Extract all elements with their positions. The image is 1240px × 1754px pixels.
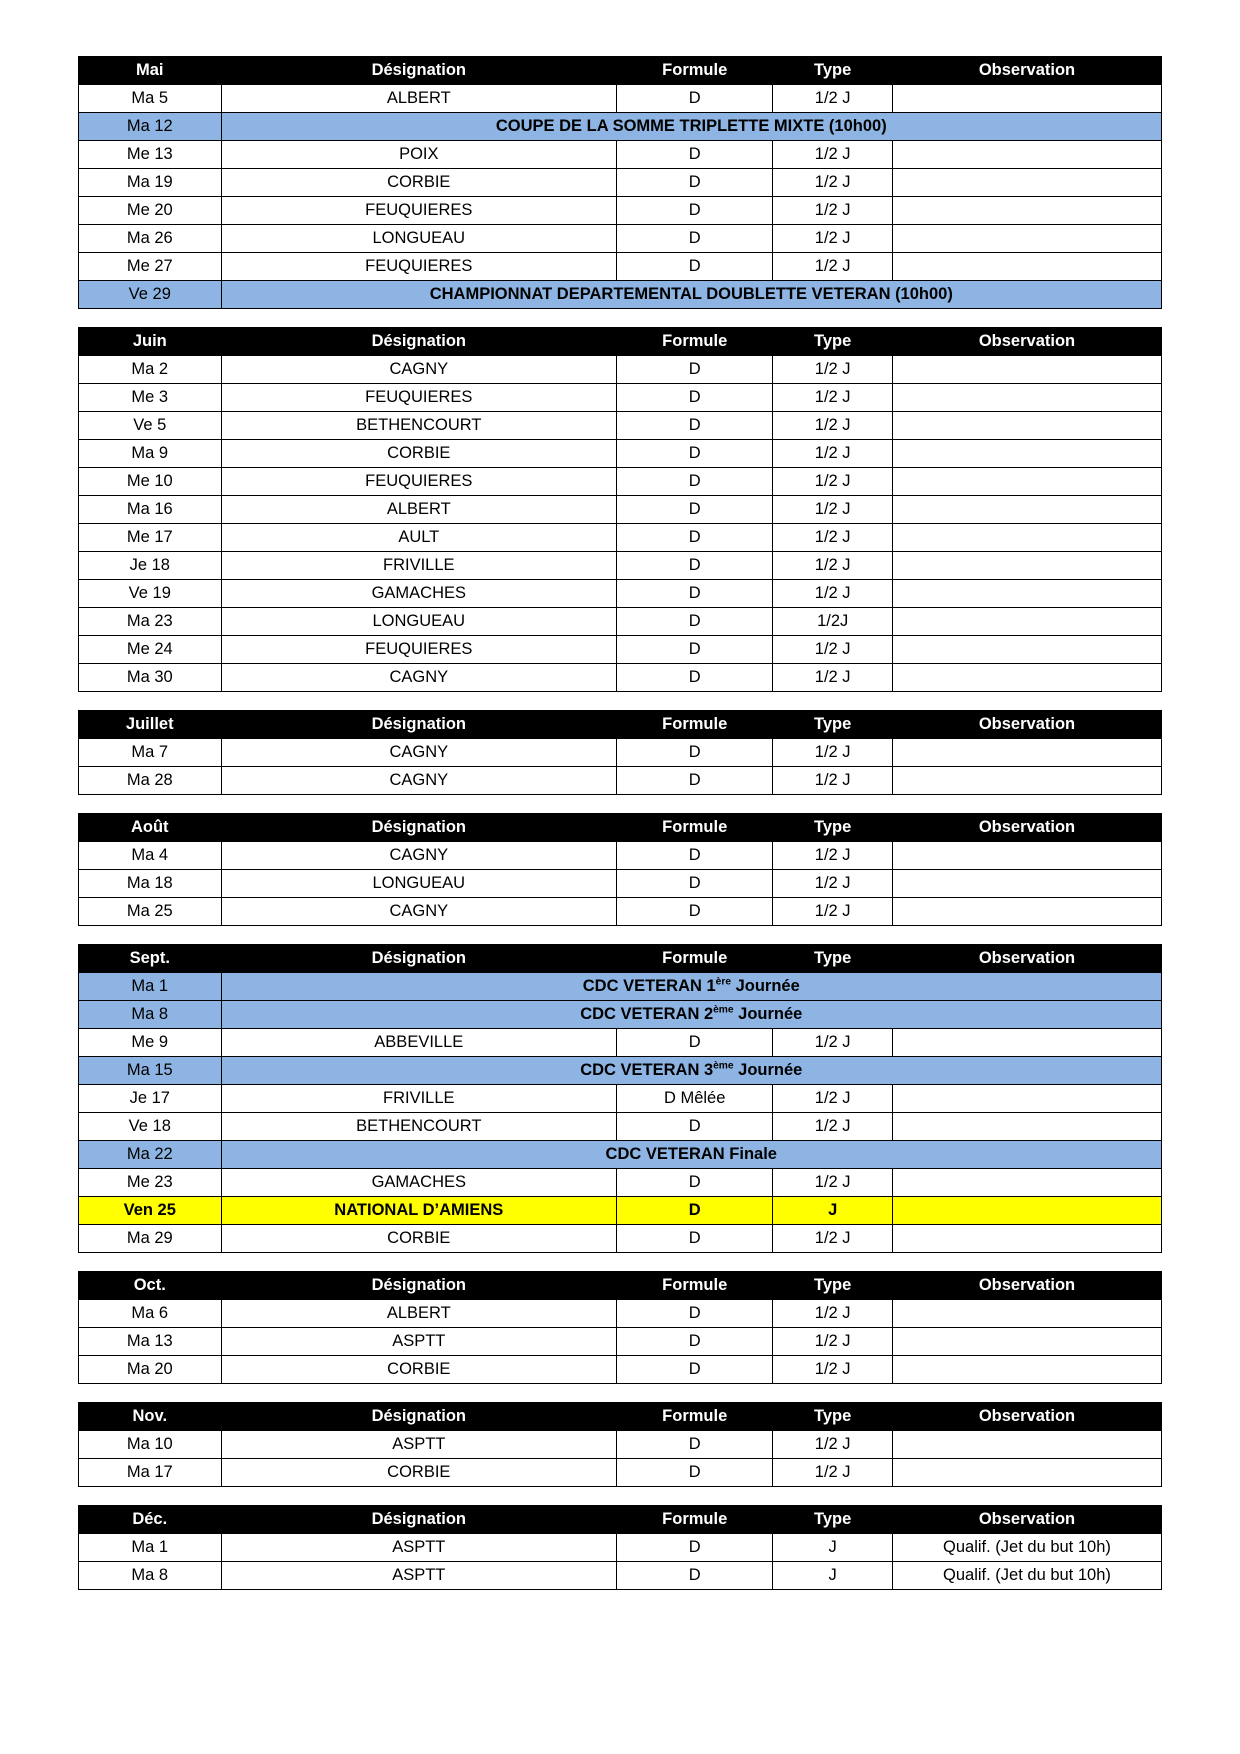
column-header-observation: Observation — [892, 1403, 1161, 1431]
table-row — [79, 1534, 1162, 1562]
cell-date: Ma 16 — [79, 496, 222, 524]
column-header-formule: Formule — [617, 711, 773, 739]
cell-formule: D — [617, 1328, 773, 1356]
cell-type: 1/2 J — [773, 1328, 893, 1356]
cell-observation — [892, 767, 1161, 795]
cell-type: 1/2 J — [773, 1459, 893, 1487]
cell-type: 1/2 J — [773, 440, 893, 468]
table-row — [79, 1029, 1162, 1057]
cell-observation — [892, 1328, 1161, 1356]
cell-type: 1/2 J — [773, 524, 893, 552]
cell-formule: D — [617, 580, 773, 608]
cell-formule: D — [617, 1431, 773, 1459]
month-header: Juillet — [79, 711, 222, 739]
cell-type: 1/2 J — [773, 1431, 893, 1459]
cell-designation: FEUQUIERES — [221, 636, 616, 664]
table-row — [79, 739, 1162, 767]
cell-observation — [892, 169, 1161, 197]
table-row — [79, 1169, 1162, 1197]
cell-designation: CORBIE — [221, 440, 616, 468]
cell-observation — [892, 664, 1161, 692]
cell-date: Ven 25 — [79, 1197, 222, 1225]
cell-date: Ma 17 — [79, 1459, 222, 1487]
cell-formule: D — [617, 1356, 773, 1384]
cell-date: Me 3 — [79, 384, 222, 412]
cell-formule: D — [617, 169, 773, 197]
column-header-formule: Formule — [617, 1403, 773, 1431]
cell-date: Ve 19 — [79, 580, 222, 608]
table-row — [79, 1225, 1162, 1253]
column-header-designation: Désignation — [221, 1506, 616, 1534]
column-header-type: Type — [773, 945, 893, 973]
column-header-observation: Observation — [892, 1506, 1161, 1534]
table-row — [79, 197, 1162, 225]
cell-date: Ma 1 — [79, 973, 222, 1001]
cell-date: Ma 13 — [79, 1328, 222, 1356]
cell-observation — [892, 636, 1161, 664]
cell-formule: D — [617, 384, 773, 412]
cell-date: Ma 10 — [79, 1431, 222, 1459]
month-block — [78, 944, 1162, 1253]
cell-date: Me 27 — [79, 253, 222, 281]
cell-formule: D — [617, 767, 773, 795]
column-header-formule: Formule — [617, 1272, 773, 1300]
cell-type: J — [773, 1197, 893, 1225]
cell-type: 1/2 J — [773, 1225, 893, 1253]
cell-event-title: CHAMPIONNAT DEPARTEMENTAL DOUBLETTE VETERAN (10h00) — [221, 281, 1161, 309]
cell-designation: LONGUEAU — [221, 870, 616, 898]
month-header: Déc. — [79, 1506, 222, 1534]
cell-date: Je 18 — [79, 552, 222, 580]
column-header-designation: Désignation — [221, 711, 616, 739]
table-row — [79, 113, 1162, 141]
cell-type: 1/2 J — [773, 580, 893, 608]
cell-designation: ABBEVILLE — [221, 1029, 616, 1057]
cell-date: Ma 28 — [79, 767, 222, 795]
cell-designation: LONGUEAU — [221, 225, 616, 253]
months-container — [78, 56, 1162, 1590]
cell-designation: CAGNY — [221, 767, 616, 795]
table-row — [79, 1141, 1162, 1169]
cell-observation — [892, 580, 1161, 608]
cell-type: 1/2 J — [773, 197, 893, 225]
cell-formule: D — [617, 440, 773, 468]
cell-observation — [892, 356, 1161, 384]
cell-type: 1/2 J — [773, 225, 893, 253]
cell-date: Me 24 — [79, 636, 222, 664]
table-row — [79, 1300, 1162, 1328]
cell-observation — [892, 1113, 1161, 1141]
column-header-observation: Observation — [892, 328, 1161, 356]
cell-date: Ma 12 — [79, 113, 222, 141]
table-row — [79, 842, 1162, 870]
month-block — [78, 1505, 1162, 1590]
table-row — [79, 524, 1162, 552]
cell-date: Me 17 — [79, 524, 222, 552]
schedule-table-juillet — [78, 710, 1162, 795]
column-header-designation: Désignation — [221, 945, 616, 973]
cell-designation: FRIVILLE — [221, 1085, 616, 1113]
cell-observation — [892, 225, 1161, 253]
column-header-type: Type — [773, 1272, 893, 1300]
cell-event-title: COUPE DE LA SOMME TRIPLETTE MIXTE (10h00) — [221, 113, 1161, 141]
table-row — [79, 580, 1162, 608]
column-header-observation: Observation — [892, 1272, 1161, 1300]
column-header-type: Type — [773, 328, 893, 356]
table-row — [79, 870, 1162, 898]
column-header-designation: Désignation — [221, 1272, 616, 1300]
cell-date: Je 17 — [79, 1085, 222, 1113]
month-block — [78, 1402, 1162, 1487]
table-row — [79, 552, 1162, 580]
table-row — [79, 440, 1162, 468]
schedule-table-mai — [78, 56, 1162, 309]
cell-observation — [892, 1459, 1161, 1487]
cell-date: Ve 5 — [79, 412, 222, 440]
table-row — [79, 496, 1162, 524]
table-row — [79, 356, 1162, 384]
month-block — [78, 813, 1162, 926]
column-header-designation: Désignation — [221, 1403, 616, 1431]
cell-type: 1/2 J — [773, 1113, 893, 1141]
cell-formule: D — [617, 842, 773, 870]
cell-date: Ma 20 — [79, 1356, 222, 1384]
cell-date: Me 9 — [79, 1029, 222, 1057]
cell-date: Ma 1 — [79, 1534, 222, 1562]
cell-designation: BETHENCOURT — [221, 412, 616, 440]
column-header-designation: Désignation — [221, 328, 616, 356]
cell-formule: D — [617, 141, 773, 169]
cell-formule: D Mêlée — [617, 1085, 773, 1113]
cell-observation — [892, 1085, 1161, 1113]
table-row — [79, 412, 1162, 440]
cell-type: J — [773, 1534, 893, 1562]
cell-observation — [892, 468, 1161, 496]
cell-date: Ma 6 — [79, 1300, 222, 1328]
cell-type: 1/2 J — [773, 1300, 893, 1328]
cell-type: 1/2 J — [773, 384, 893, 412]
cell-designation: CAGNY — [221, 842, 616, 870]
cell-designation: ALBERT — [221, 1300, 616, 1328]
cell-designation: CAGNY — [221, 739, 616, 767]
cell-designation: ASPTT — [221, 1562, 616, 1590]
cell-observation — [892, 141, 1161, 169]
cell-observation — [892, 1197, 1161, 1225]
cell-observation — [892, 412, 1161, 440]
cell-date: Ma 26 — [79, 225, 222, 253]
month-block — [78, 710, 1162, 795]
cell-type: J — [773, 1562, 893, 1590]
schedule-table-sept — [78, 944, 1162, 1253]
cell-formule: D — [617, 412, 773, 440]
cell-type: 1/2 J — [773, 468, 893, 496]
month-header: Nov. — [79, 1403, 222, 1431]
cell-observation — [892, 524, 1161, 552]
table-row — [79, 253, 1162, 281]
cell-formule: D — [617, 636, 773, 664]
table-header-row — [79, 1272, 1162, 1300]
cell-date: Me 13 — [79, 141, 222, 169]
cell-designation: GAMACHES — [221, 580, 616, 608]
table-header-row — [79, 57, 1162, 85]
column-header-formule: Formule — [617, 945, 773, 973]
cell-designation: FEUQUIERES — [221, 253, 616, 281]
table-row — [79, 1197, 1162, 1225]
column-header-observation: Observation — [892, 711, 1161, 739]
cell-observation — [892, 1431, 1161, 1459]
cell-observation — [892, 440, 1161, 468]
cell-formule: D — [617, 356, 773, 384]
cell-formule: D — [617, 253, 773, 281]
table-row — [79, 468, 1162, 496]
cell-formule: D — [617, 85, 773, 113]
cell-type: 1/2 J — [773, 1356, 893, 1384]
cell-observation: Qualif. (Jet du but 10h) — [892, 1562, 1161, 1590]
cell-type: 1/2 J — [773, 412, 893, 440]
column-header-type: Type — [773, 814, 893, 842]
cell-type: 1/2 J — [773, 1085, 893, 1113]
cell-designation: CAGNY — [221, 356, 616, 384]
month-block — [78, 56, 1162, 309]
cell-date: Ma 2 — [79, 356, 222, 384]
schedule-table-juin — [78, 327, 1162, 692]
cell-type: 1/2 J — [773, 169, 893, 197]
cell-designation: NATIONAL D’AMIENS — [221, 1197, 616, 1225]
cell-observation: Qualif. (Jet du but 10h) — [892, 1534, 1161, 1562]
cell-designation: AULT — [221, 524, 616, 552]
cell-formule: D — [617, 496, 773, 524]
table-row — [79, 1459, 1162, 1487]
table-row — [79, 1001, 1162, 1029]
column-header-type: Type — [773, 1403, 893, 1431]
cell-type: 1/2 J — [773, 141, 893, 169]
table-row — [79, 1562, 1162, 1590]
cell-date: Ma 5 — [79, 85, 222, 113]
cell-designation: FEUQUIERES — [221, 197, 616, 225]
cell-designation: FEUQUIERES — [221, 384, 616, 412]
table-header-row — [79, 945, 1162, 973]
cell-formule: D — [617, 664, 773, 692]
cell-date: Ma 9 — [79, 440, 222, 468]
cell-date: Ma 4 — [79, 842, 222, 870]
cell-date: Ma 7 — [79, 739, 222, 767]
cell-formule: D — [617, 1562, 773, 1590]
cell-event-title: CDC VETERAN 1ère Journée — [221, 973, 1161, 1001]
column-header-observation: Observation — [892, 945, 1161, 973]
cell-observation — [892, 1356, 1161, 1384]
cell-date: Ve 29 — [79, 281, 222, 309]
column-header-formule: Formule — [617, 57, 773, 85]
cell-observation — [892, 197, 1161, 225]
cell-designation: GAMACHES — [221, 1169, 616, 1197]
month-block — [78, 327, 1162, 692]
column-header-type: Type — [773, 57, 893, 85]
cell-formule: D — [617, 1459, 773, 1487]
table-header-row — [79, 814, 1162, 842]
table-row — [79, 1057, 1162, 1085]
table-row — [79, 281, 1162, 309]
cell-designation: BETHENCOURT — [221, 1113, 616, 1141]
table-header-row — [79, 711, 1162, 739]
cell-formule: D — [617, 1225, 773, 1253]
cell-formule: D — [617, 1113, 773, 1141]
table-row — [79, 225, 1162, 253]
column-header-observation: Observation — [892, 814, 1161, 842]
cell-type: 1/2 J — [773, 664, 893, 692]
schedule-table-ao-t — [78, 813, 1162, 926]
column-header-formule: Formule — [617, 814, 773, 842]
cell-observation — [892, 898, 1161, 926]
cell-designation: FRIVILLE — [221, 552, 616, 580]
cell-formule: D — [617, 552, 773, 580]
cell-type: 1/2 J — [773, 1029, 893, 1057]
cell-formule: D — [617, 1534, 773, 1562]
cell-date: Me 10 — [79, 468, 222, 496]
column-header-formule: Formule — [617, 328, 773, 356]
table-row — [79, 898, 1162, 926]
cell-observation — [892, 870, 1161, 898]
table-row — [79, 1356, 1162, 1384]
cell-formule: D — [617, 739, 773, 767]
cell-formule: D — [617, 468, 773, 496]
cell-designation: ALBERT — [221, 496, 616, 524]
cell-designation: CORBIE — [221, 1225, 616, 1253]
cell-designation: FEUQUIERES — [221, 468, 616, 496]
table-row — [79, 608, 1162, 636]
month-header: Oct. — [79, 1272, 222, 1300]
cell-event-title: CDC VETERAN 3ème Journée — [221, 1057, 1161, 1085]
table-row — [79, 973, 1162, 1001]
cell-type: 1/2 J — [773, 253, 893, 281]
cell-date: Ve 18 — [79, 1113, 222, 1141]
month-header: Mai — [79, 57, 222, 85]
cell-observation — [892, 739, 1161, 767]
table-row — [79, 1085, 1162, 1113]
column-header-formule: Formule — [617, 1506, 773, 1534]
column-header-observation: Observation — [892, 57, 1161, 85]
cell-date: Ma 8 — [79, 1562, 222, 1590]
cell-formule: D — [617, 898, 773, 926]
cell-type: 1/2 J — [773, 1169, 893, 1197]
cell-date: Ma 18 — [79, 870, 222, 898]
cell-designation: ALBERT — [221, 85, 616, 113]
cell-type: 1/2J — [773, 608, 893, 636]
cell-date: Ma 23 — [79, 608, 222, 636]
cell-formule: D — [617, 225, 773, 253]
cell-observation — [892, 253, 1161, 281]
cell-designation: CAGNY — [221, 664, 616, 692]
cell-formule: D — [617, 524, 773, 552]
column-header-type: Type — [773, 1506, 893, 1534]
cell-designation: POIX — [221, 141, 616, 169]
cell-designation: CAGNY — [221, 898, 616, 926]
cell-type: 1/2 J — [773, 898, 893, 926]
cell-date: Ma 8 — [79, 1001, 222, 1029]
cell-date: Me 23 — [79, 1169, 222, 1197]
table-header-row — [79, 1403, 1162, 1431]
cell-date: Ma 19 — [79, 169, 222, 197]
cell-formule: D — [617, 870, 773, 898]
cell-formule: D — [617, 608, 773, 636]
cell-designation: LONGUEAU — [221, 608, 616, 636]
table-row — [79, 141, 1162, 169]
cell-type: 1/2 J — [773, 739, 893, 767]
cell-formule: D — [617, 1197, 773, 1225]
table-row — [79, 169, 1162, 197]
cell-date: Ma 22 — [79, 1141, 222, 1169]
column-header-type: Type — [773, 711, 893, 739]
table-row — [79, 85, 1162, 113]
cell-designation: ASPTT — [221, 1534, 616, 1562]
month-header: Août — [79, 814, 222, 842]
cell-observation — [892, 1300, 1161, 1328]
table-row — [79, 1328, 1162, 1356]
cell-type: 1/2 J — [773, 636, 893, 664]
schedule-table-d-c — [78, 1505, 1162, 1590]
cell-designation: CORBIE — [221, 1356, 616, 1384]
cell-observation — [892, 608, 1161, 636]
cell-observation — [892, 496, 1161, 524]
cell-type: 1/2 J — [773, 496, 893, 524]
cell-observation — [892, 85, 1161, 113]
schedule-table-oct — [78, 1271, 1162, 1384]
table-header-row — [79, 1506, 1162, 1534]
cell-designation: CORBIE — [221, 1459, 616, 1487]
cell-type: 1/2 J — [773, 870, 893, 898]
cell-designation: ASPTT — [221, 1328, 616, 1356]
cell-observation — [892, 1169, 1161, 1197]
cell-formule: D — [617, 1300, 773, 1328]
cell-event-title: CDC VETERAN 2ème Journée — [221, 1001, 1161, 1029]
cell-date: Ma 15 — [79, 1057, 222, 1085]
cell-date: Ma 30 — [79, 664, 222, 692]
month-header: Sept. — [79, 945, 222, 973]
cell-observation — [892, 384, 1161, 412]
schedule-table-nov — [78, 1402, 1162, 1487]
table-header-row — [79, 328, 1162, 356]
cell-designation: CORBIE — [221, 169, 616, 197]
cell-type: 1/2 J — [773, 552, 893, 580]
cell-event-title: CDC VETERAN Finale — [221, 1141, 1161, 1169]
table-row — [79, 767, 1162, 795]
table-row — [79, 384, 1162, 412]
table-row — [79, 636, 1162, 664]
cell-type: 1/2 J — [773, 85, 893, 113]
table-row — [79, 664, 1162, 692]
cell-type: 1/2 J — [773, 356, 893, 384]
month-header: Juin — [79, 328, 222, 356]
cell-type: 1/2 J — [773, 767, 893, 795]
cell-date: Ma 29 — [79, 1225, 222, 1253]
cell-formule: D — [617, 1029, 773, 1057]
column-header-designation: Désignation — [221, 57, 616, 85]
cell-observation — [892, 1029, 1161, 1057]
cell-date: Ma 25 — [79, 898, 222, 926]
table-row — [79, 1113, 1162, 1141]
cell-observation — [892, 552, 1161, 580]
column-header-designation: Désignation — [221, 814, 616, 842]
cell-observation — [892, 842, 1161, 870]
cell-designation: ASPTT — [221, 1431, 616, 1459]
cell-date: Me 20 — [79, 197, 222, 225]
cell-formule: D — [617, 197, 773, 225]
cell-observation — [892, 1225, 1161, 1253]
cell-type: 1/2 J — [773, 842, 893, 870]
cell-formule: D — [617, 1169, 773, 1197]
month-block — [78, 1271, 1162, 1384]
table-row — [79, 1431, 1162, 1459]
